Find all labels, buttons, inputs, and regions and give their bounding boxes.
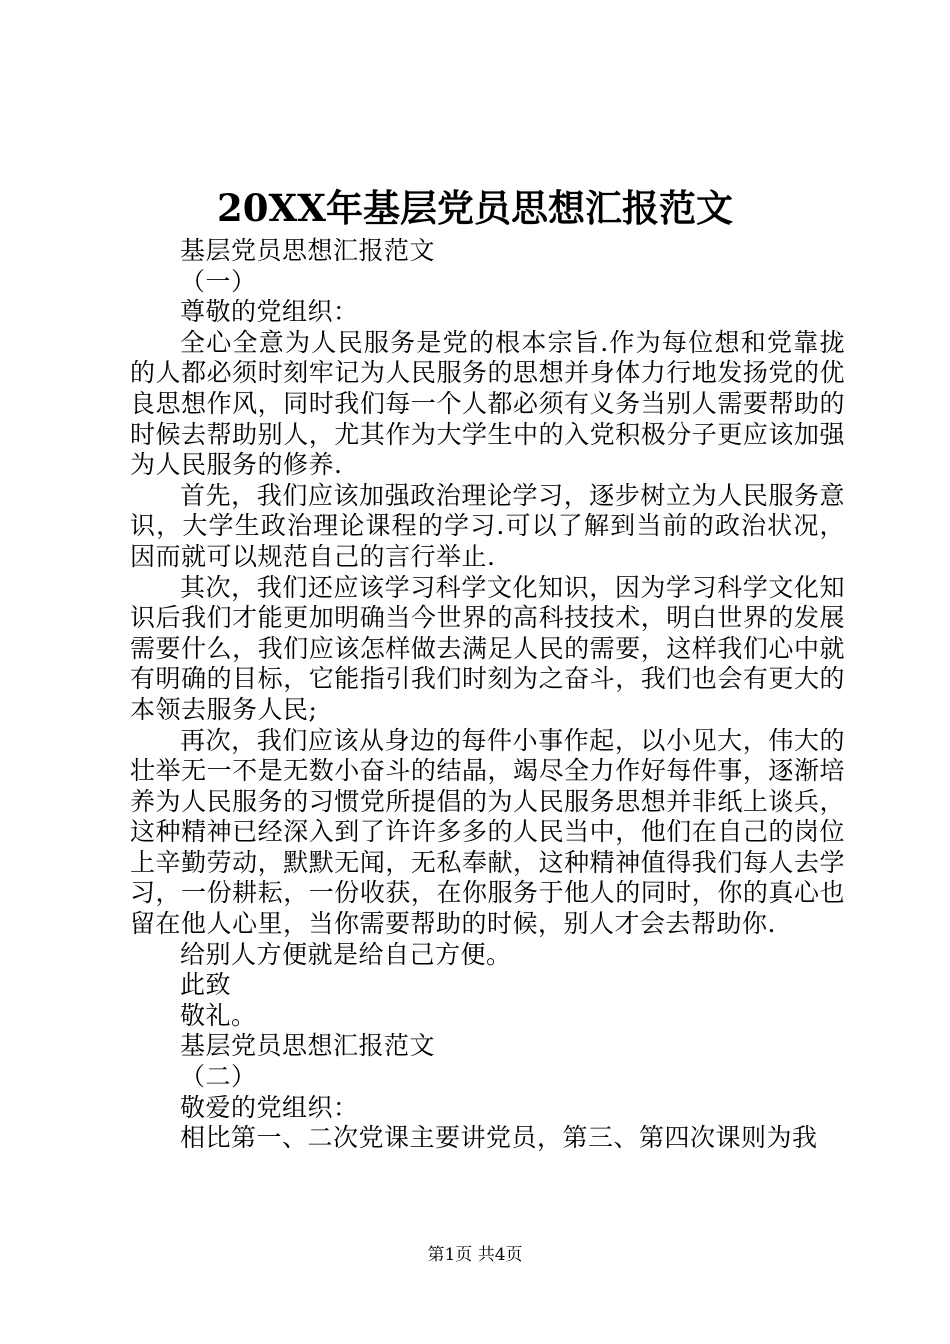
document-body [130,236,845,1154]
paragraph: 敬礼。 [180,1000,257,1030]
paragraph: 给别人方便就是给自己方便。 [180,939,512,969]
paragraph: 首先，我们应该加强政治理论学习，逐步树立为人民服务意识，大学生政治理论课程的学习.可以了解到当前的政治状况，因而就可以规范自己的言行举止. [130,480,845,571]
paragraph: （一） [180,266,257,296]
paragraph: 此致 [180,970,232,1000]
paragraph: 基层党员思想汇报范文 [180,236,436,265]
paragraph: 全心全意为人民服务是党的根本宗旨.作为每位想和党靠拢的人都必须时刻牢记为人民服务的思想并身体力行地发扬党的优良思想作风，同时我们每一个人都必须有义务当别人需要帮助的时候去帮助别人，尤其作为大学生中的入党积极分子更应该加强为人民服务的修养. [130,327,845,480]
paragraph: 再次，我们应该从身边的每件小事作起，以小见大，伟大的壮举无一不是无数小奋斗的结晶，竭尽全力作好每件事，逐渐培养为人民服务的习惯党所提倡的为人民服务思想并非纸上谈兵，这种精神已经深入到了许许多多的人民当中，他们在自己的岗位上辛勤劳动，默默无闻，无私奉献，这种精神值得我们每人去学习，一份耕耘，一份收获，在你服务于他人的同时，你的真心也留在他人心里，当你需要帮助的时候，别人才会去帮助你. [130,725,845,939]
paragraph: 其次，我们还应该学习科学文化知识，因为学习科学文化知识后我们才能更加明确当今世界的高科技技术，明白世界的发展需要什么，我们应该怎样做去满足人民的需要，这样我们心中就有明确的目标，它能指引我们时刻为之奋斗，我们也会有更大的本领去服务人民; [130,572,845,724]
paragraph: 敬爱的党组织： [180,1092,359,1122]
paragraph: （二） [180,1062,257,1092]
page-number-footer: 第1页 共4页 [427,1245,523,1265]
document-title: 20XX年基层党员思想汇报范文 [217,186,733,230]
paragraph: 尊敬的党组织： [180,297,359,327]
paragraph: 基层党员思想汇报范文 [180,1031,436,1061]
paragraph: 相比第一、二次党课主要讲党员，第三、第四次课则为我 [180,1123,818,1153]
